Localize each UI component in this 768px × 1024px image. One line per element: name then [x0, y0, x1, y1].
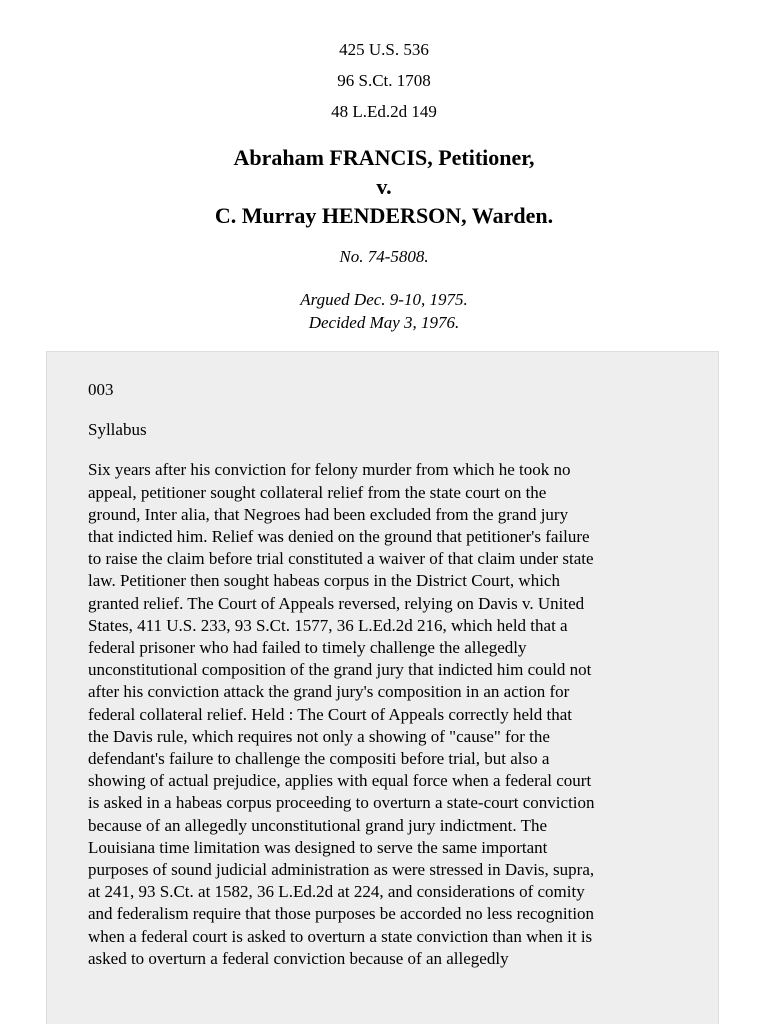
syllabus-paragraph	[88, 459, 688, 970]
case-title	[0, 143, 768, 230]
syllabus-line: granted relief. The Court of Appeals reversed, relying on Davis v. United	[88, 593, 585, 613]
syllabus-line: because of an allegedly unconstitutional grand jury indictment. The	[88, 815, 548, 835]
syllabus-line: law. Petitioner then sought habeas corpus in the District Court, which	[88, 571, 560, 591]
syllabus-line: showing of actual prejudice, applies with equal force when a federal court	[88, 771, 592, 791]
section-heading: Syllabus	[88, 420, 147, 440]
argued-date: Argued Dec. 9-10, 1975.	[300, 290, 468, 309]
syllabus-line: that indicted him. Relief was denied on the ground that petitioner's failure	[88, 527, 590, 547]
syllabus-line: Louisiana time limitation was designed to serve the same important	[88, 837, 548, 857]
syllabus-line: Six years after his conviction for felony murder from which he took no	[88, 460, 571, 480]
case-title-respondent: C. Murray HENDERSON, Warden.	[214, 203, 554, 228]
syllabus-line: federal prisoner who had failed to timely challenge the allegedly	[88, 638, 527, 658]
syllabus-line: is asked in a habeas corpus proceeding to overturn a state-court conviction	[88, 793, 595, 813]
decided-date: Decided May 3, 1976.	[308, 313, 460, 332]
opinion-content	[88, 379, 688, 988]
docket-number: No. 74-5808.	[339, 247, 429, 266]
citation-us-reports: 425 U.S. 536	[339, 40, 429, 59]
syllabus-line: after his conviction attack the grand jury's composition in an action for	[88, 682, 570, 702]
syllabus-line: to raise the claim before trial constituted a waiver of that claim under state	[88, 549, 594, 569]
page-number: 003	[88, 380, 114, 399]
syllabus-line: the Davis rule, which requires not only a showing of "cause" for the	[88, 726, 550, 746]
syllabus-line: defendant's failure to challenge the compositi before trial, but also a	[88, 749, 550, 769]
case-title-versus: v.	[376, 174, 392, 199]
syllabus-line: at 241, 93 S.Ct. at 1582, 36 L.Ed.2d at 224, and considerations of comity	[88, 882, 585, 902]
case-citations	[0, 34, 768, 127]
syllabus-line: asked to overturn a federal conviction because of an allegedly	[88, 948, 509, 968]
case-title-petitioner: Abraham FRANCIS, Petitioner,	[233, 145, 535, 170]
syllabus-line: purposes of sound judicial administration as were stressed in Davis, supra,	[88, 860, 595, 880]
syllabus-line: unconstitutional composition of the grand jury that indicted him could not	[88, 660, 592, 680]
citation-lawyers-edition: 48 L.Ed.2d 149	[331, 102, 437, 121]
opinion-panel	[46, 351, 719, 1024]
syllabus-line: States, 411 U.S. 233, 93 S.Ct. 1577, 36 L.Ed.2d 216, which held that a	[88, 615, 568, 635]
syllabus-line: appeal, petitioner sought collateral relief from the state court on the	[88, 482, 547, 502]
syllabus-line: and federalism require that those purposes be accorded no less recognition	[88, 904, 595, 924]
syllabus-line: when a federal court is asked to overturn a state conviction than when it is	[88, 926, 593, 946]
case-dates	[0, 288, 768, 334]
citation-supreme-court-reporter: 96 S.Ct. 1708	[337, 71, 431, 90]
syllabus-line: ground, Inter alia, that Negroes had been excluded from the grand jury	[88, 504, 569, 524]
syllabus-line: federal collateral relief. Held : The Court of Appeals correctly held that	[88, 704, 572, 724]
